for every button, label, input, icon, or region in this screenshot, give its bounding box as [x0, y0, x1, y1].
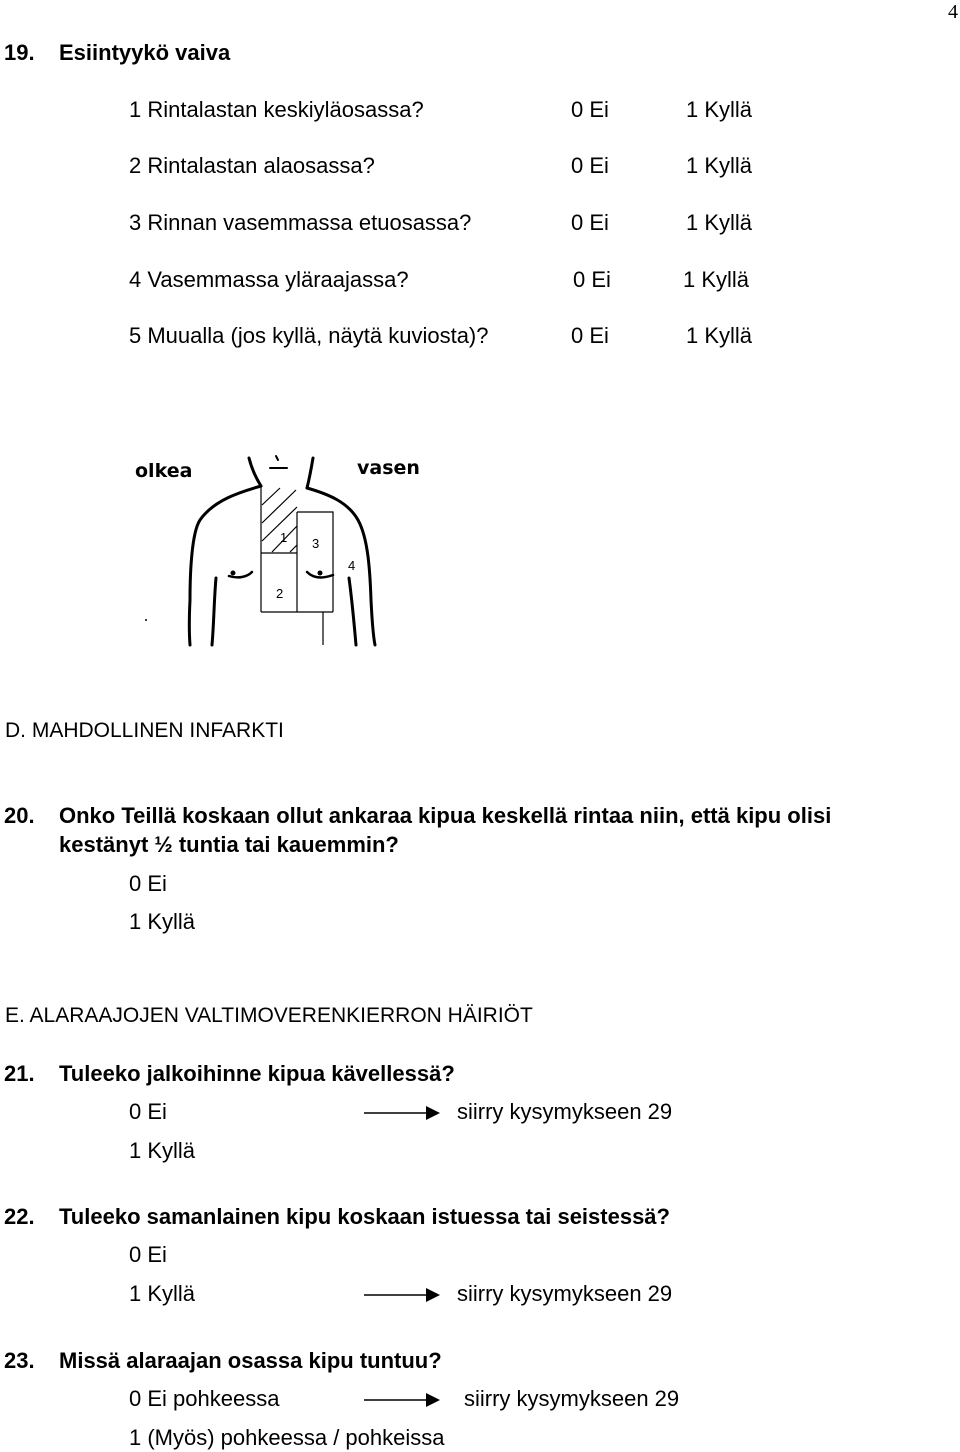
option-yes[interactable]: 1 Kyllä [129, 909, 196, 934]
option-no[interactable]: 0 Ei [571, 210, 609, 235]
option-yes[interactable]: 1 Kyllä [129, 1281, 196, 1306]
option-yes[interactable]: 1 Kyllä [686, 323, 753, 348]
region-2-label: 2 [276, 586, 284, 601]
region-1-label: 1 [280, 530, 288, 545]
option-no[interactable]: 0 Ei [129, 1099, 167, 1124]
option-no[interactable]: 0 Ei [129, 1242, 167, 1267]
option-no[interactable]: 0 Ei [571, 323, 609, 348]
skip-instruction: siirry kysymykseen 29 [457, 1099, 673, 1124]
option-yes[interactable]: 1 Kyllä [686, 153, 753, 178]
arrow-right-icon [364, 1285, 444, 1305]
question-title: Esiintyykö vaiva [59, 40, 231, 65]
question-number: 21. [4, 1061, 35, 1086]
question-number: 22. [4, 1204, 35, 1229]
option-1[interactable]: 1 (Myös) pohkeessa / pohkeissa [129, 1425, 445, 1450]
skip-instruction: siirry kysymykseen 29 [464, 1386, 680, 1411]
option-no[interactable]: 0 Ei [129, 871, 167, 896]
section-d-heading: D. MAHDOLLINEN INFARKTI [5, 719, 284, 742]
arrow-right-icon [364, 1103, 444, 1123]
option-yes[interactable]: 1 Kyllä [683, 267, 750, 292]
skip-instruction: siirry kysymykseen 29 [457, 1281, 673, 1306]
question-number: 23. [4, 1348, 35, 1373]
option-no[interactable]: 0 Ei [571, 153, 609, 178]
option-no[interactable]: 0 Ei [573, 267, 611, 292]
option-yes[interactable]: 1 Kyllä [686, 210, 753, 235]
right-side-label: vasen [357, 457, 420, 479]
question-text-line2: kestänyt ½ tuntia tai kauemmin? [59, 832, 399, 857]
option-yes[interactable]: 1 Kyllä [129, 1138, 196, 1163]
option-no[interactable]: 0 Ei [571, 97, 609, 122]
item-label: 5 Muualla (jos kyllä, näytä kuviosta)? [129, 323, 489, 348]
item-label: 2 Rintalastan alaosassa? [129, 153, 375, 178]
region-4-label: 4 [348, 558, 356, 573]
page-number: 4 [948, 1, 958, 23]
question-title: Tuleeko jalkoihinne kipua kävellessä? [59, 1061, 455, 1086]
question-number: 20. [4, 803, 35, 828]
arrow-right-icon [364, 1390, 444, 1410]
question-title: Missä alaraajan osassa kipu tuntuu? [59, 1348, 442, 1373]
question-title: Tuleeko samanlainen kipu koskaan istuessa tai seistessä? [59, 1204, 670, 1229]
item-label: 1 Rintalastan keskiyläosassa? [129, 97, 424, 122]
question-text-line1: Onko Teillä koskaan ollut ankaraa kipua keskellä rintaa niin, että kipu olisi [59, 803, 832, 828]
item-label: 3 Rinnan vasemmassa etuosassa? [129, 210, 472, 235]
item-label: 4 Vasemmassa yläraajassa? [129, 267, 409, 292]
region-3-label: 3 [312, 536, 320, 551]
option-0[interactable]: 0 Ei pohkeessa [129, 1386, 280, 1411]
left-side-label: olkea [135, 460, 193, 482]
section-e-heading: E. ALARAAJOJEN VALTIMOVERENKIERRON HÄIRIÖT [5, 1004, 533, 1027]
question-number: 19. [4, 40, 35, 65]
option-yes[interactable]: 1 Kyllä [686, 97, 753, 122]
